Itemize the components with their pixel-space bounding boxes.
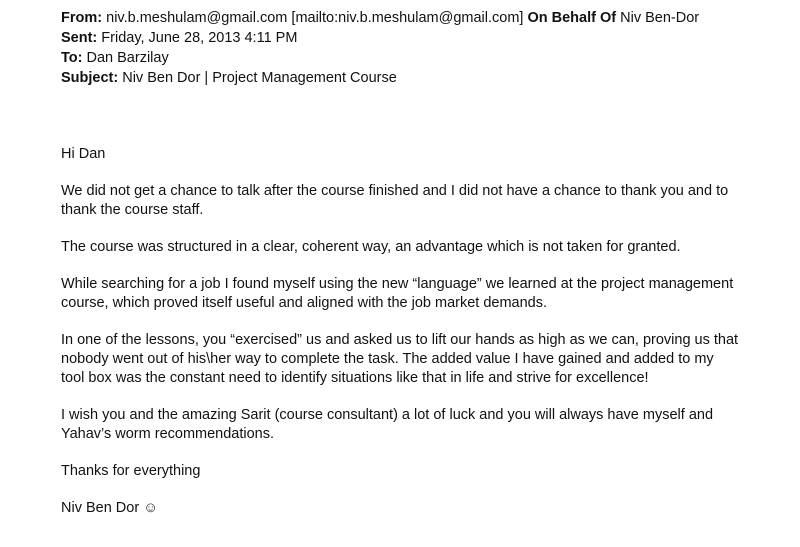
- closing: Thanks for everything: [61, 463, 201, 479]
- body-paragraph: I wish you and the amazing Sarit (course consultant) a lot of luck and you will always have myself and Yahav’s worm recommendations.: [61, 407, 714, 442]
- body-paragraph: We did not get a chance to talk after the course finished and I did not have a chance to thank you and to thank the course staff.: [61, 183, 729, 218]
- subject-value: Niv Ben Dor | Project Management Course: [122, 70, 397, 86]
- from-value: niv.b.meshulam@gmail.com [mailto:niv.b.meshulam@gmail.com]: [106, 10, 524, 26]
- greeting: Hi Dan: [61, 146, 106, 162]
- on-behalf-label: On Behalf Of: [527, 10, 617, 26]
- on-behalf-value: Niv Ben-Dor: [620, 10, 700, 26]
- subject-line: [61, 68, 741, 88]
- to-label: To:: [61, 50, 83, 66]
- sent-line: [61, 28, 741, 48]
- body-paragraph: While searching for a job I found myself using the new “language” we learned at the project management course, which proved itself useful and aligned with the job market demands.: [61, 276, 734, 311]
- email-header: [61, 8, 741, 88]
- from-label: From:: [61, 10, 103, 26]
- signature: Niv Ben Dor ☺: [61, 500, 158, 516]
- body-paragraph: In one of the lessons, you “exercised” us and asked us to lift our hands as high as we can, proving us that nobody went out of his\her way to complete the task. The added value I have gained and added to my tool box was the constant need to identify situations like that in life and strive for excellence!: [61, 332, 739, 386]
- to-line: [61, 48, 741, 68]
- sent-label: Sent:: [61, 30, 98, 46]
- to-value: Dan Barzilay: [86, 50, 169, 66]
- body-paragraph: The course was structured in a clear, coherent way, an advantage which is not taken for granted.: [61, 239, 681, 255]
- sent-value: Friday, June 28, 2013 4:11 PM: [101, 30, 298, 46]
- email-body: [61, 145, 741, 518]
- from-line: [61, 8, 741, 28]
- subject-label: Subject:: [61, 70, 119, 86]
